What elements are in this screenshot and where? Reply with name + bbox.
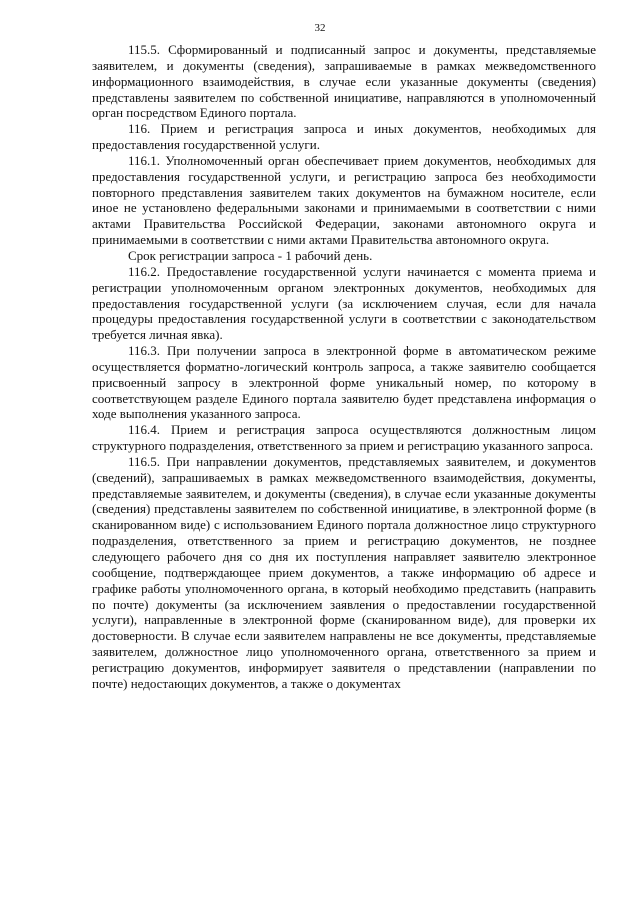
paragraph-116-5: 116.5. При направлении документов, представляемых заявителем, и документов (сведений), запрашиваемых в рамках межведомственного взаимодействия, документы, представляемые заявителем, и документы (сведения), в случае если указанные документы (сведения) представлены заявителем по собственной инициативе, в электронной форме (в сканированном виде) с использованием Единого портала должностное лицо структурного подразделения, ответственного за прием и регистрацию документов, не позднее следующего рабочего дня со дня их поступления направляет заявителю электронное сообщение, подтверждающее прием документов, а также информацию об адресе и графике работы уполномоченного органа, в который необходимо представить (направить по почте) документы (за исключением заявления о предоставлении государственной услуги), направленные в электронной форме (сканированном виде), для проверки их достоверности. В случае если заявителем направлены не все документы, представляемые заявителем, должностное лицо уполномоченного органа, ответственного за прием и регистрацию документов, информирует заявителя о представлении (направлении по почте) недостающих документов, а также о документах <box>92 453 596 691</box>
paragraph-116-3: 116.3. При получении запроса в электронной форме в автоматическом режиме осуществляется форматно-логический контроль запроса, а также заявителю сообщается присвоенный запросу в электронной форме уникальный номер, по которому в соответствующем разделе Единого портала заявителю будет представлена информация о ходе выполнения указанного запроса. <box>92 343 596 422</box>
paragraph-registration-term: Срок регистрации запроса - 1 рабочий день. <box>128 247 373 263</box>
paragraph-116-4: 116.4. Прием и регистрация запроса осуществляются должностным лицом структурного подразделения, ответственного за прием и регистрацию указанного запроса. <box>92 422 596 454</box>
document-body <box>92 42 596 692</box>
paragraph-116-heading: 116. Прием и регистрация запроса и иных документов, необходимых для предоставления государственной услуги. <box>92 121 596 153</box>
page-number: 32 <box>314 22 326 34</box>
paragraph-115-5: 115.5. Сформированный и подписанный запрос и документы, представляемые заявителем, и документы (сведения), запрашиваемые в рамках межведомственного информационного взаимодействия, в случае если указанные документы (сведения) представлены заявителем по собственной инициативе, направляются в уполномоченный орган посредством Единого портала. <box>92 42 596 121</box>
paragraph-116-1: 116.1. Уполномоченный орган обеспечивает прием документов, необходимых для предоставления государственной услуги, и регистрацию запроса без необходимости повторного представления заявителем таких документов на бумажном носителе, если иное не установлено федеральными законами и принимаемыми в соответствии с ними актами Правительства Российской Федерации, законами автономного округа и принимаемыми в соответствии с ними актами Правительства автономного округа. <box>92 152 596 248</box>
paragraph-116-2: 116.2. Предоставление государственной услуги начинается с момента приема и регистрации уполномоченным органом электронных документов, необходимых для предоставления государственной услуги (за исключением случая, если для начала процедуры предоставления государственной услуги в соответствии с законодательством требуется личная явка). <box>92 263 596 343</box>
